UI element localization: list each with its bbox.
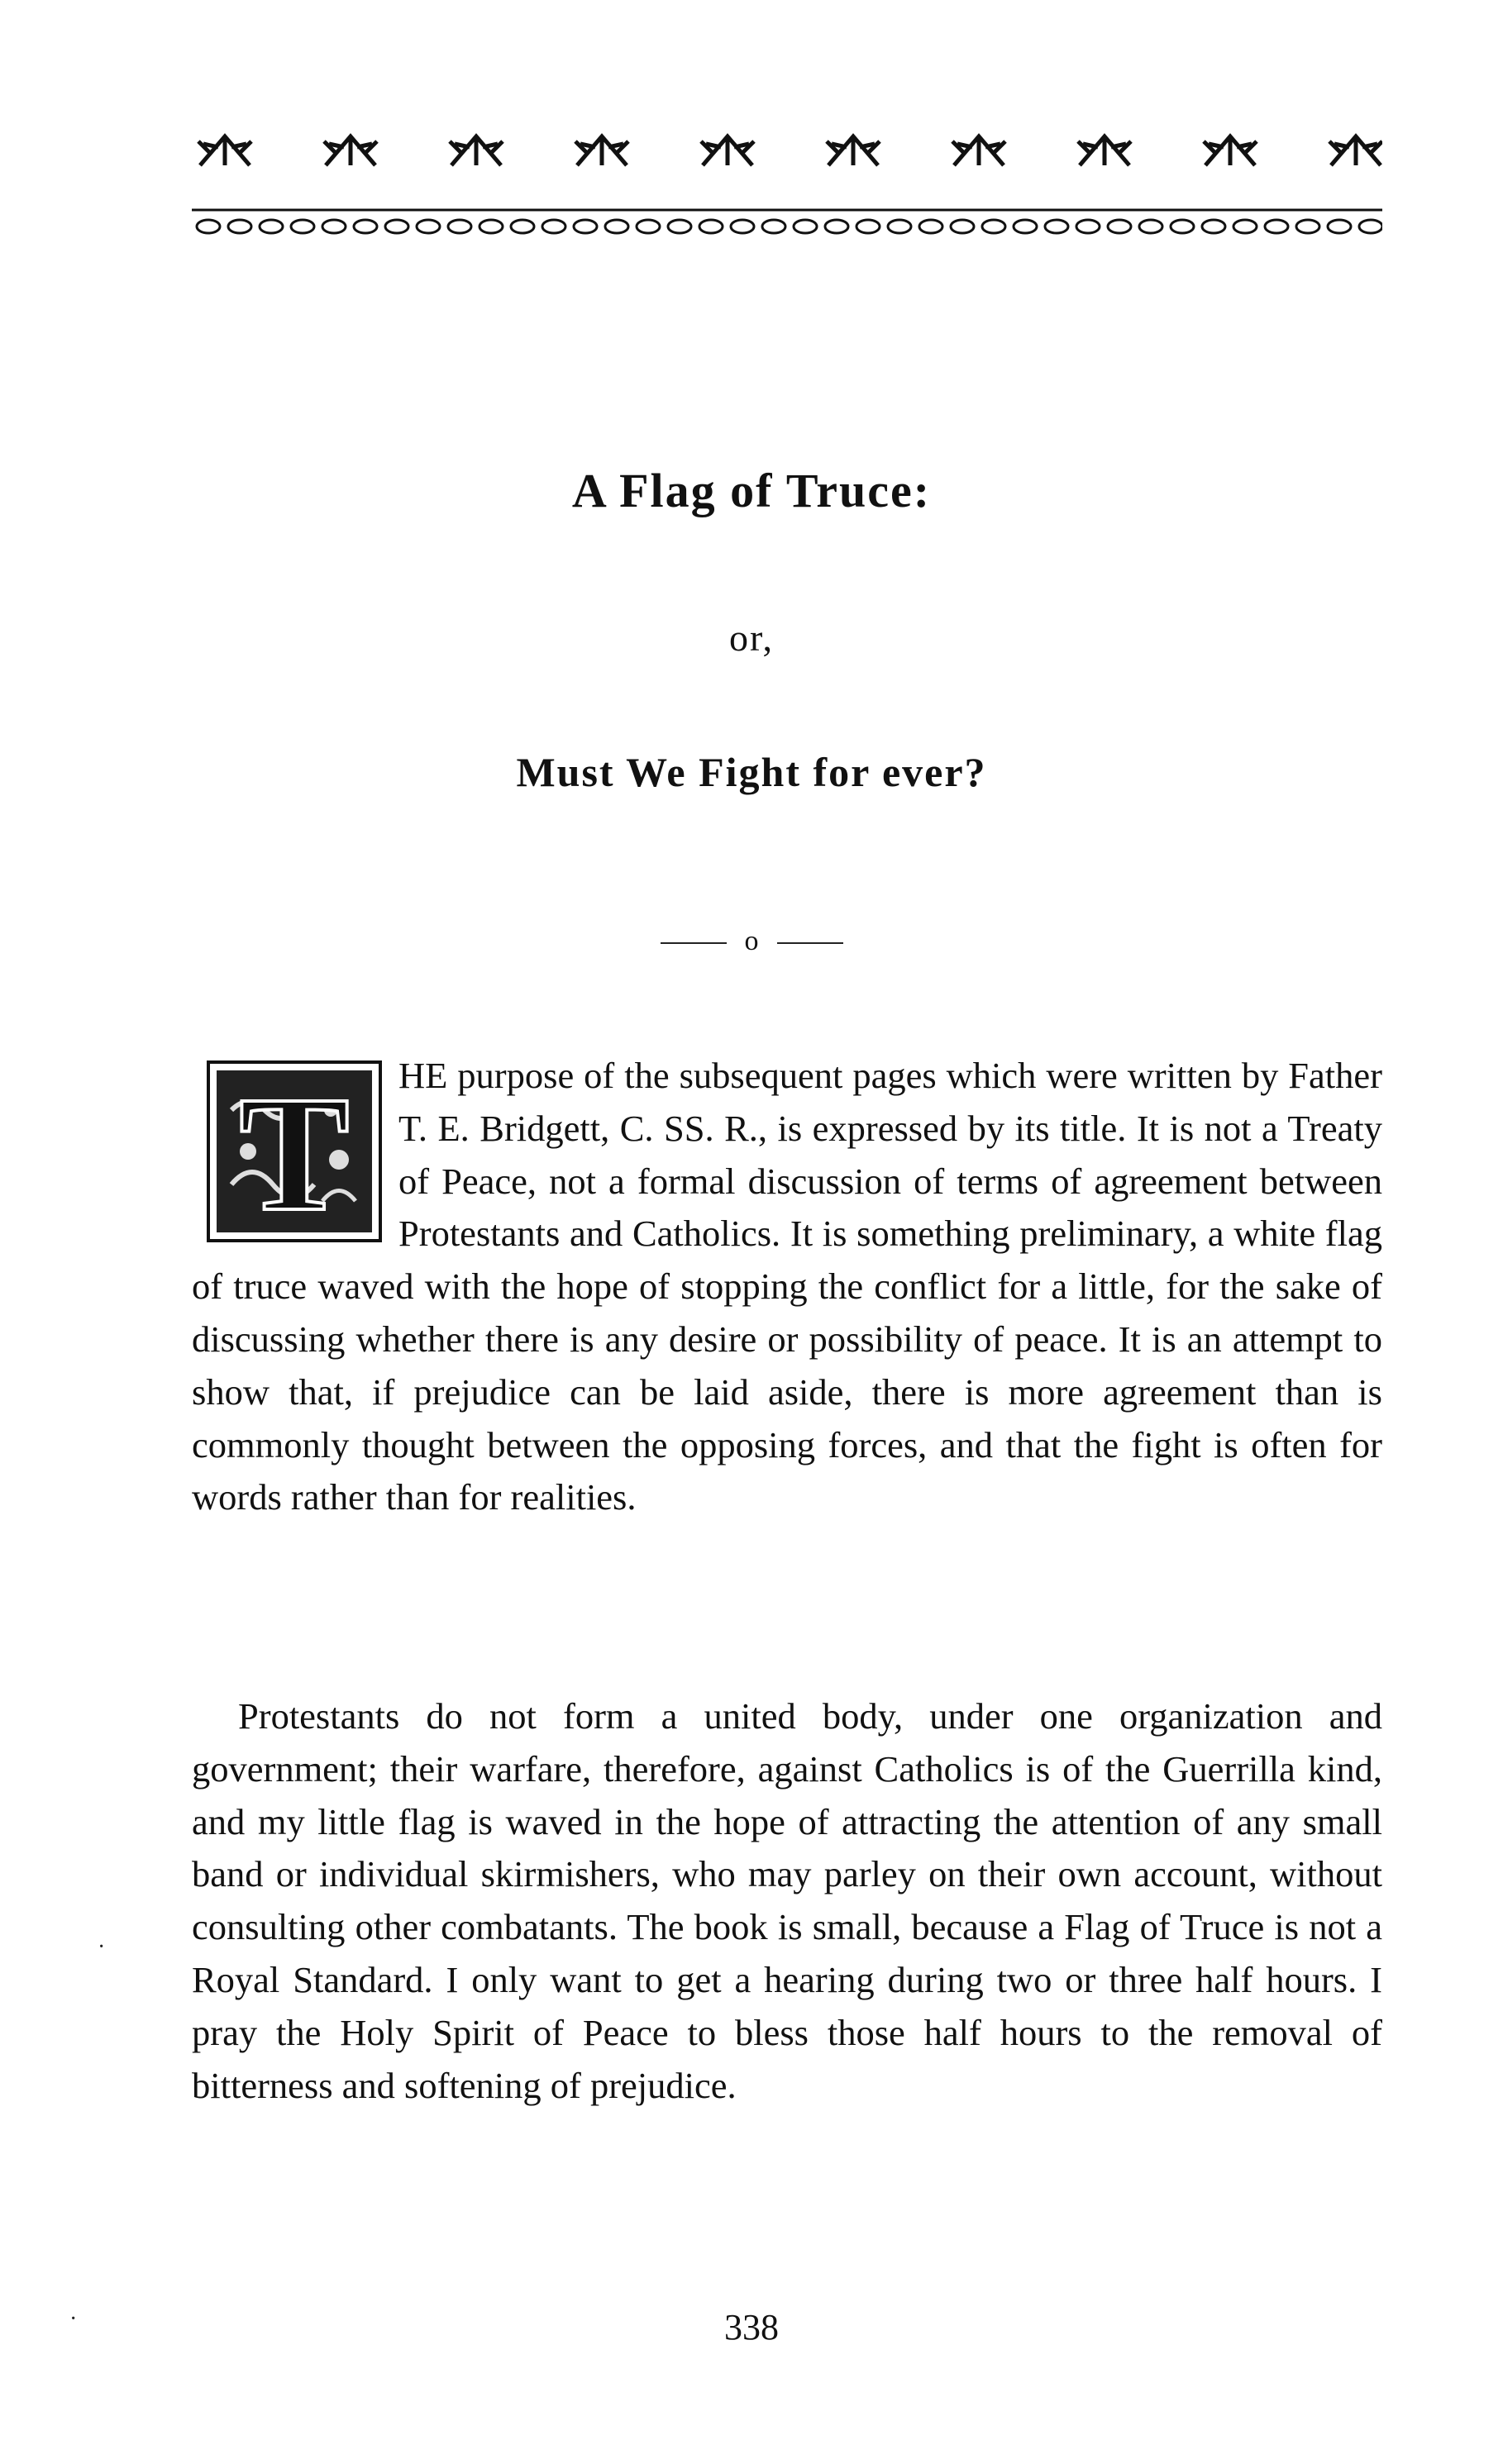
leaf-sprig-icon [701,136,754,165]
leaf-sprig-icon [198,136,251,165]
title-conjunction: or, [729,617,774,659]
chain-link-icon [1139,220,1162,233]
drop-cap-ornament [207,1060,382,1242]
chain-link-icon [919,220,942,233]
ornamental-rule [192,208,1382,238]
chain-link-icon [1202,220,1225,233]
chain-link-icon [260,220,283,233]
leaf-sprig-icon [1204,136,1257,165]
drop-cap-letter: T [239,1063,350,1242]
chain-link-icon [637,220,660,233]
section-divider [0,926,1503,957]
chain-link-icon [1014,220,1037,233]
chain-link-icon [354,220,377,233]
chain-link-icon [794,220,817,233]
chain-link-icon [542,220,565,233]
chain-link-icon [1265,220,1288,233]
chain-link-icon [1108,220,1131,233]
paragraph-2: Protestants do not form a united body, under one organization and government; their warfare, therefore, against Catholics is of the Guerrilla kind, and my little flag is waved in the hope of attracting the attention of any small band or individual skirmishers, who may parley on their own account, without consulting other combatants. The book is small, because a Flag of Truce is not a Royal Standard. I only want to get a hearing during two or three half hours. I pray the Holy Spirit of Peace to bless those half hours to the removal of bitterness and softening of prejudice. [192,1695,1382,2106]
leaf-sprig-border-icon [192,124,1382,174]
chain-link-icon [668,220,691,233]
chain-link-icon [1328,220,1351,233]
chain-link-icon [322,220,346,233]
margin-speck: · [98,1934,106,1960]
page-number: 338 [724,2307,779,2347]
chain-link-icon [1359,220,1382,233]
leaf-sprig-icon [827,136,880,165]
chain-link-icon [574,220,597,233]
paragraph-lead: HE [398,1055,448,1096]
chain-link-icon [888,220,911,233]
divider-mark: o [744,926,759,956]
leaf-sprig-icon [952,136,1005,165]
leaf-sprig-icon [450,136,503,165]
chain-link-icon [417,220,440,233]
chain-link-icon [856,220,880,233]
chain-link-icon [982,220,1005,233]
chain-link-icon [699,220,723,233]
chain-link-icon [480,220,503,233]
chain-link-icon [825,220,848,233]
chain-link-icon [228,220,251,233]
chain-link-icon [448,220,471,233]
chain-link-icon [1171,220,1194,233]
chain-link-icon [731,220,754,233]
leaf-sprig-icon [575,136,628,165]
chain-link-icon [1045,220,1068,233]
chain-link-icon [1076,220,1100,233]
chain-link-icon [511,220,534,233]
chain-link-icon [1233,220,1257,233]
leaf-sprig-icon [1078,136,1131,165]
leaf-sprig-icon [1329,136,1382,165]
chain-link-icon [605,220,628,233]
margin-speck: · [69,2306,78,2332]
chain-link-icon [1296,220,1319,233]
paragraph-1-text: purpose of the subsequent pages which were written by Father T. E. Bridgett, C. SS. R., is expressed by its title. It is not a Treaty of Peace, not a formal discussion of terms of agreement between Protestants and Catholics. It is something preliminary, a white flag of truce waved with the hope of stopping the conflict for a little, for the sake of discussing whether there is any desire or possibility of peace. It is an attempt to show that, if prejudice can be laid aside, there is more agreement than is commonly thought between the opposing forces, and that the fight is often for words rather than for realities. [192,1055,1382,1518]
chain-link-icon [762,220,785,233]
page-subtitle: Must We Fight for ever? [516,749,987,795]
chain-link-icon [951,220,974,233]
chain-link-icon [385,220,408,233]
chain-link-icon [291,220,314,233]
chain-link-icon [197,220,220,233]
page-title: A Flag of Truce: [571,464,932,517]
leaf-sprig-icon [324,136,377,165]
